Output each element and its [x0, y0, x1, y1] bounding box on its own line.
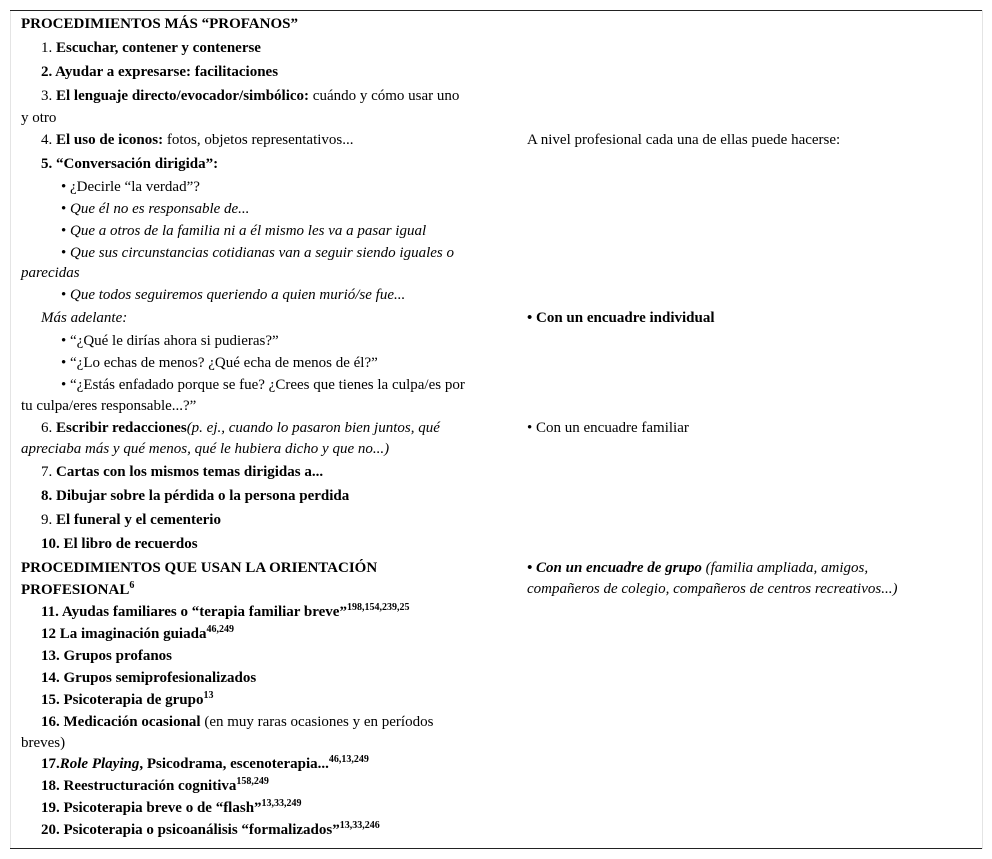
bullet-circunstancias: [61, 244, 454, 262]
item-text: (p. ej., cuando lo pasaron bien juntos, qué: [186, 420, 440, 436]
bullet-seguiremos-queriendo: [61, 286, 405, 304]
list-item-16-cont: breves): [21, 735, 66, 751]
item-title: 18. Reestructuración cognitiva: [41, 778, 237, 794]
list-item-12: [41, 625, 234, 643]
reference-superscript: 6: [129, 580, 135, 591]
item-number: 9.: [41, 512, 53, 528]
mas-adelante-label: Más adelante:: [41, 310, 128, 326]
bullet-mark: •: [61, 245, 71, 261]
item-number: 17.: [41, 756, 60, 772]
item-title: 20. Psicoterapia o psicoanálisis “formalizados”: [41, 822, 340, 838]
bullet-circunstancias-cont: parecidas: [21, 265, 80, 281]
item-title: Escribir redacciones: [56, 420, 187, 436]
reference-superscript: 13,33,246: [339, 820, 380, 831]
bullet-text: Que él no es responsable de...: [70, 201, 250, 217]
list-item-3-cont: y otro: [21, 110, 57, 126]
bullet-mark: •: [61, 223, 71, 239]
bullet-no-responsable: [61, 200, 249, 218]
item-number: 6.: [41, 420, 53, 436]
heading-text: PROFESIONAL: [21, 582, 130, 598]
list-item-8: 8. Dibujar sobre la pérdida o la persona perdida: [41, 488, 350, 504]
list-item-14: 14. Grupos semiprofesionalizados: [41, 670, 257, 686]
bullet-otros-familia: [61, 222, 426, 240]
list-item-19: [41, 799, 302, 817]
item-text: (en muy raras ocasiones y en períodos: [200, 714, 434, 730]
list-item-9: [41, 511, 221, 529]
list-item-13: 13. Grupos profanos: [41, 648, 173, 664]
item-title: El uso de iconos:: [56, 132, 164, 148]
item-number: 7.: [41, 464, 53, 480]
bottom-rule: [10, 848, 982, 849]
item-title: 15. Psicoterapia de grupo: [41, 692, 204, 708]
bullet-text: Que sus circunstancias cotidianas van a seguir siendo iguales o: [70, 245, 455, 261]
list-item-20: [41, 821, 380, 839]
reference-superscript: 46,13,249: [328, 754, 369, 765]
list-item-7: [41, 463, 323, 481]
list-item-5: 5. “Conversación dirigida”:: [41, 156, 219, 172]
reference-superscript: 158,249: [236, 776, 269, 787]
list-item-10: 10. El libro de recuerdos: [41, 536, 198, 552]
item-title: 11. Ayudas familiares o “terapia familiar breve”: [41, 604, 347, 620]
list-item-17: [41, 755, 369, 773]
bullet-decirle-verdad: • ¿Decirle “la verdad”?: [61, 179, 200, 195]
professional-intro: A nivel profesional cada una de ellas puede hacerse:: [527, 132, 841, 148]
item-title-italic: Role Playing: [59, 756, 140, 772]
section-heading-profesional-cont: [21, 581, 134, 599]
reference-superscript: 46,249: [206, 624, 234, 635]
list-item-3: [41, 87, 459, 105]
item-title: 16. Medicación ocasional: [41, 714, 201, 730]
item-title: El funeral y el cementerio: [56, 512, 221, 528]
item-number: 3.: [41, 88, 53, 104]
question-que-dirias: • “¿Qué le dirías ahora si pudieras?”: [61, 333, 279, 349]
reference-superscript: 13,33,249: [261, 798, 302, 809]
bullet-mark: •: [61, 201, 71, 217]
option-title: • Con un encuadre de grupo: [527, 560, 702, 576]
option-grupo: [527, 559, 868, 577]
top-rule: [10, 10, 982, 11]
item-title: 12 La imaginación guiada: [41, 626, 207, 642]
reference-superscript: 13: [203, 690, 214, 701]
list-item-6-cont: apreciaba más y qué menos, qué le hubiera dicho y que no...): [21, 441, 390, 457]
item-text: fotos, objetos representativos...: [163, 132, 354, 148]
item-title: El lenguaje directo/evocador/simbólico:: [56, 88, 310, 104]
list-item-1: [41, 39, 261, 57]
item-number: 1.: [41, 40, 53, 56]
section-heading-profesional: PROCEDIMIENTOS QUE USAN LA ORIENTACIÓN: [21, 560, 378, 576]
list-item-16: [41, 713, 433, 731]
option-text: (familia ampliada, amigos,: [701, 560, 869, 576]
item-title: Escuchar, contener y contenerse: [56, 40, 261, 56]
list-item-15: [41, 691, 214, 709]
list-item-6: [41, 419, 440, 437]
question-enfadado: • “¿Estás enfadado porque se fue? ¿Crees que tienes la culpa/es por: [61, 377, 465, 393]
bullet-text: Que todos seguiremos queriendo a quien murió/se fue...: [70, 287, 406, 303]
item-title: , Psicodrama, escenoterapia...: [139, 756, 329, 772]
list-item-4: [41, 131, 354, 149]
item-number: 4.: [41, 132, 53, 148]
item-title: Cartas con los mismos temas dirigidas a...: [56, 464, 324, 480]
section-heading-profanos: PROCEDIMIENTOS MÁS “PROFANOS”: [21, 16, 298, 32]
option-familiar: • Con un encuadre familiar: [527, 420, 689, 436]
question-enfadado-cont: tu culpa/eres responsable...?”: [21, 398, 197, 414]
bullet-text: Que a otros de la familia ni a él mismo les va a pasar igual: [70, 223, 427, 239]
reference-superscript: 198,154,239,25: [346, 602, 410, 613]
item-title: 19. Psicoterapia breve o de “flash”: [41, 800, 262, 816]
list-item-2: 2. Ayudar a expresarse: facilitaciones: [41, 64, 279, 80]
item-text: cuándo y cómo usar uno: [309, 88, 460, 104]
list-item-11: [41, 603, 409, 621]
question-echas-menos: • “¿Lo echas de menos? ¿Qué echa de menos de él?”: [61, 355, 378, 371]
option-individual: • Con un encuadre individual: [527, 310, 715, 326]
bullet-mark: •: [61, 287, 71, 303]
list-item-18: [41, 777, 269, 795]
option-grupo-cont: compañeros de colegio, compañeros de centros recreativos...): [527, 581, 898, 597]
